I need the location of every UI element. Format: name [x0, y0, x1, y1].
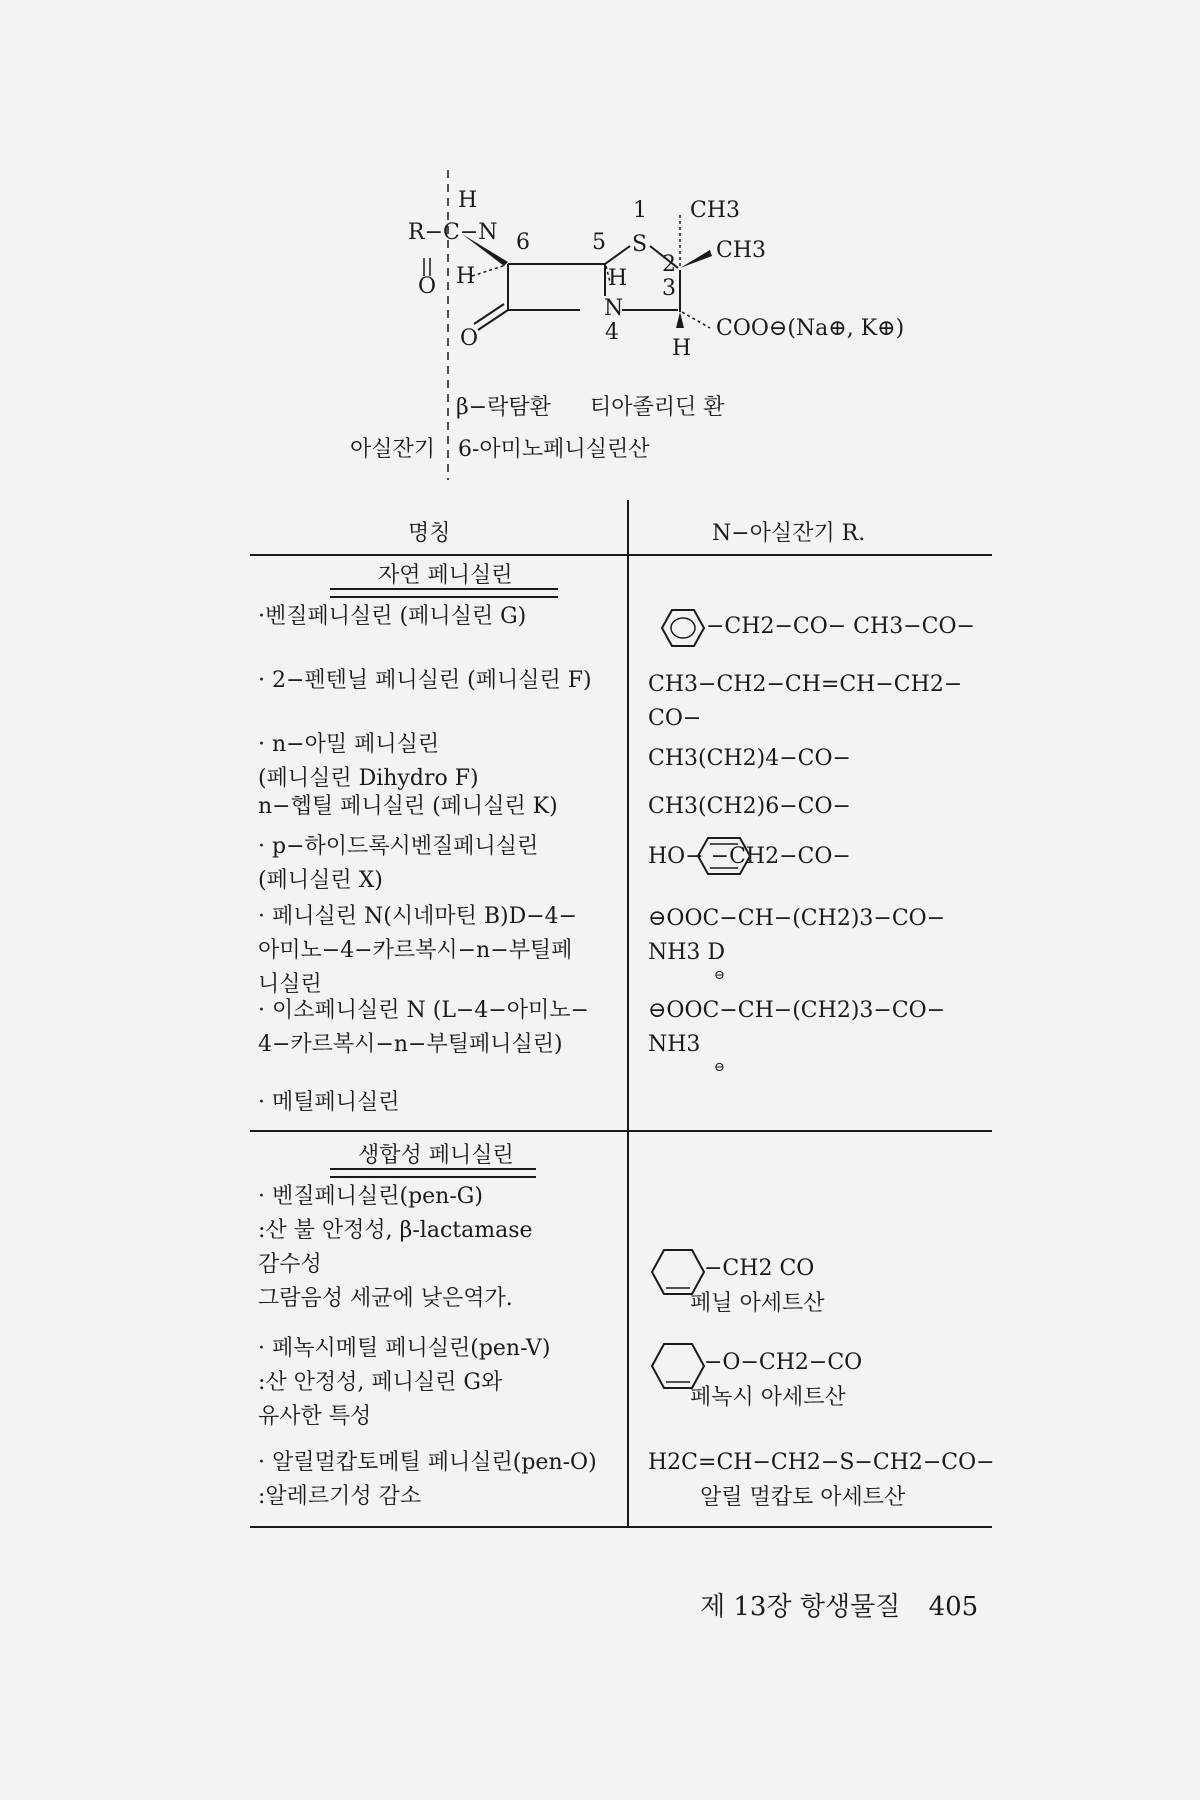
- ch3-top: CH3: [690, 198, 741, 223]
- semisynthetic-name-2: · 페녹시메틸 페니실린(pen-V) :산 안정성, 페니실린 G와 유사한 특성: [258, 1336, 551, 1429]
- c5-hydrogen: H: [608, 266, 628, 291]
- r-group-text: R−C−N: [408, 220, 498, 245]
- natural-formula-1: −CH2−CO− CH3−CO−: [706, 614, 975, 639]
- position-5: 5: [592, 230, 606, 255]
- ring-oxygen: O: [460, 326, 479, 351]
- header-name: 명칭: [408, 521, 451, 546]
- natural-name-3: · n−아밀 페니실린 (페니실린 Dihydro F): [258, 732, 479, 791]
- semisynthetic-name-1: · 벤질페니실린(pen-G) :산 불 안정성, β-lactamase 감수성 그람음성 세균에 낮은역가.: [258, 1184, 533, 1311]
- thiazolidine-label: 티아졸리딘 환: [590, 395, 725, 420]
- semisynthetic-formula-3: H2C=CH−CH2−S−CH2−CO−: [648, 1450, 995, 1475]
- semisynthetic-acid-1: 페닐 아세트산: [690, 1291, 825, 1316]
- natural-name-7: · 이소페니실린 N (L−4−아미노− 4−카르복시−n−부틸페니실린): [258, 998, 589, 1057]
- natural-formula-5: HO− −CH2−CO−: [648, 844, 851, 869]
- n-hydrogen: H: [458, 188, 478, 213]
- position-1: 1: [633, 198, 647, 223]
- natural-name-6: · 페니실린 N(시네마틴 B)D−4− 아미노−4−카르복시−n−부틸페 니실린: [258, 904, 578, 997]
- chapter-title: 제 13장 항생물질: [700, 1592, 901, 1622]
- natural-section-title: 자연 페니실린: [378, 563, 513, 588]
- semisynthetic-underline: [330, 1168, 536, 1178]
- carbonyl-oxygen: O: [418, 274, 437, 299]
- negative-charge-icon: ⊖: [714, 968, 725, 983]
- position-3: 3: [662, 276, 676, 301]
- natural-formula-2: CH3−CH2−CH=CH−CH2− CO−: [648, 672, 963, 731]
- ch3-right: CH3: [716, 238, 767, 263]
- semisynthetic-acid-3: 알릴 멀캅토 아세트산: [700, 1485, 906, 1510]
- natural-name-2: · 2−펜텐닐 페니실린 (페니실린 F): [258, 668, 592, 693]
- semisynthetic-section-title: 생합성 페니실린: [358, 1143, 514, 1168]
- negative-charge-icon: ⊖: [714, 1060, 725, 1075]
- position-6: 6: [516, 230, 530, 255]
- 6apa-label: 6-아미노페니실린산: [458, 437, 650, 462]
- semisynthetic-formula-1: −CH2 CO: [704, 1256, 815, 1281]
- semisynthetic-formula-2: −O−CH2−CO: [704, 1350, 863, 1375]
- sulfur-atom: S: [632, 232, 648, 257]
- page-footer: [700, 1586, 978, 1623]
- semisynthetic-acid-2: 페녹시 아세트산: [690, 1385, 846, 1410]
- carboxylate-group: COO⊖(Na⊕, K⊕): [716, 316, 905, 341]
- natural-underline: [330, 588, 558, 598]
- section-rule: [250, 1130, 992, 1132]
- natural-formula-7: ⊖OOC−CH−(CH2)3−CO− NH3: [648, 998, 946, 1057]
- c6-hydrogen: H: [456, 264, 476, 289]
- position-2: 2: [662, 252, 676, 277]
- page-number: 405: [928, 1592, 979, 1622]
- natural-formula-3: CH3(CH2)4−CO−: [648, 746, 851, 771]
- beta-lactam-label: β−락탐환: [456, 395, 551, 420]
- position-4: 4: [605, 320, 619, 345]
- natural-name-1: ·벤질페니실린 (페니실린 G): [258, 604, 527, 629]
- natural-name-5: · p−하이드록시벤질페니실린 (페니실린 X): [258, 834, 539, 893]
- semisynthetic-name-3: · 알릴멀캅토메틸 페니실린(pen-O) :알레르기성 감소: [258, 1450, 597, 1509]
- natural-name-8: · 메틸페니실린: [258, 1090, 400, 1115]
- nitrogen-atom: N: [604, 296, 624, 321]
- header-acyl: N−아실잔기 R.: [712, 521, 866, 546]
- header-rule: [250, 554, 992, 556]
- bottom-rule: [250, 1526, 992, 1528]
- penicillin-structure: [350, 170, 920, 500]
- natural-formula-4: CH3(CH2)6−CO−: [648, 794, 851, 819]
- acyl-label: 아실잔기: [350, 437, 436, 462]
- c3-hydrogen: H: [672, 336, 692, 361]
- natural-name-4: n−헵틸 페니실린 (페니실린 K): [258, 794, 558, 819]
- natural-formula-6: ⊖OOC−CH−(CH2)3−CO− NH3 D: [648, 906, 946, 965]
